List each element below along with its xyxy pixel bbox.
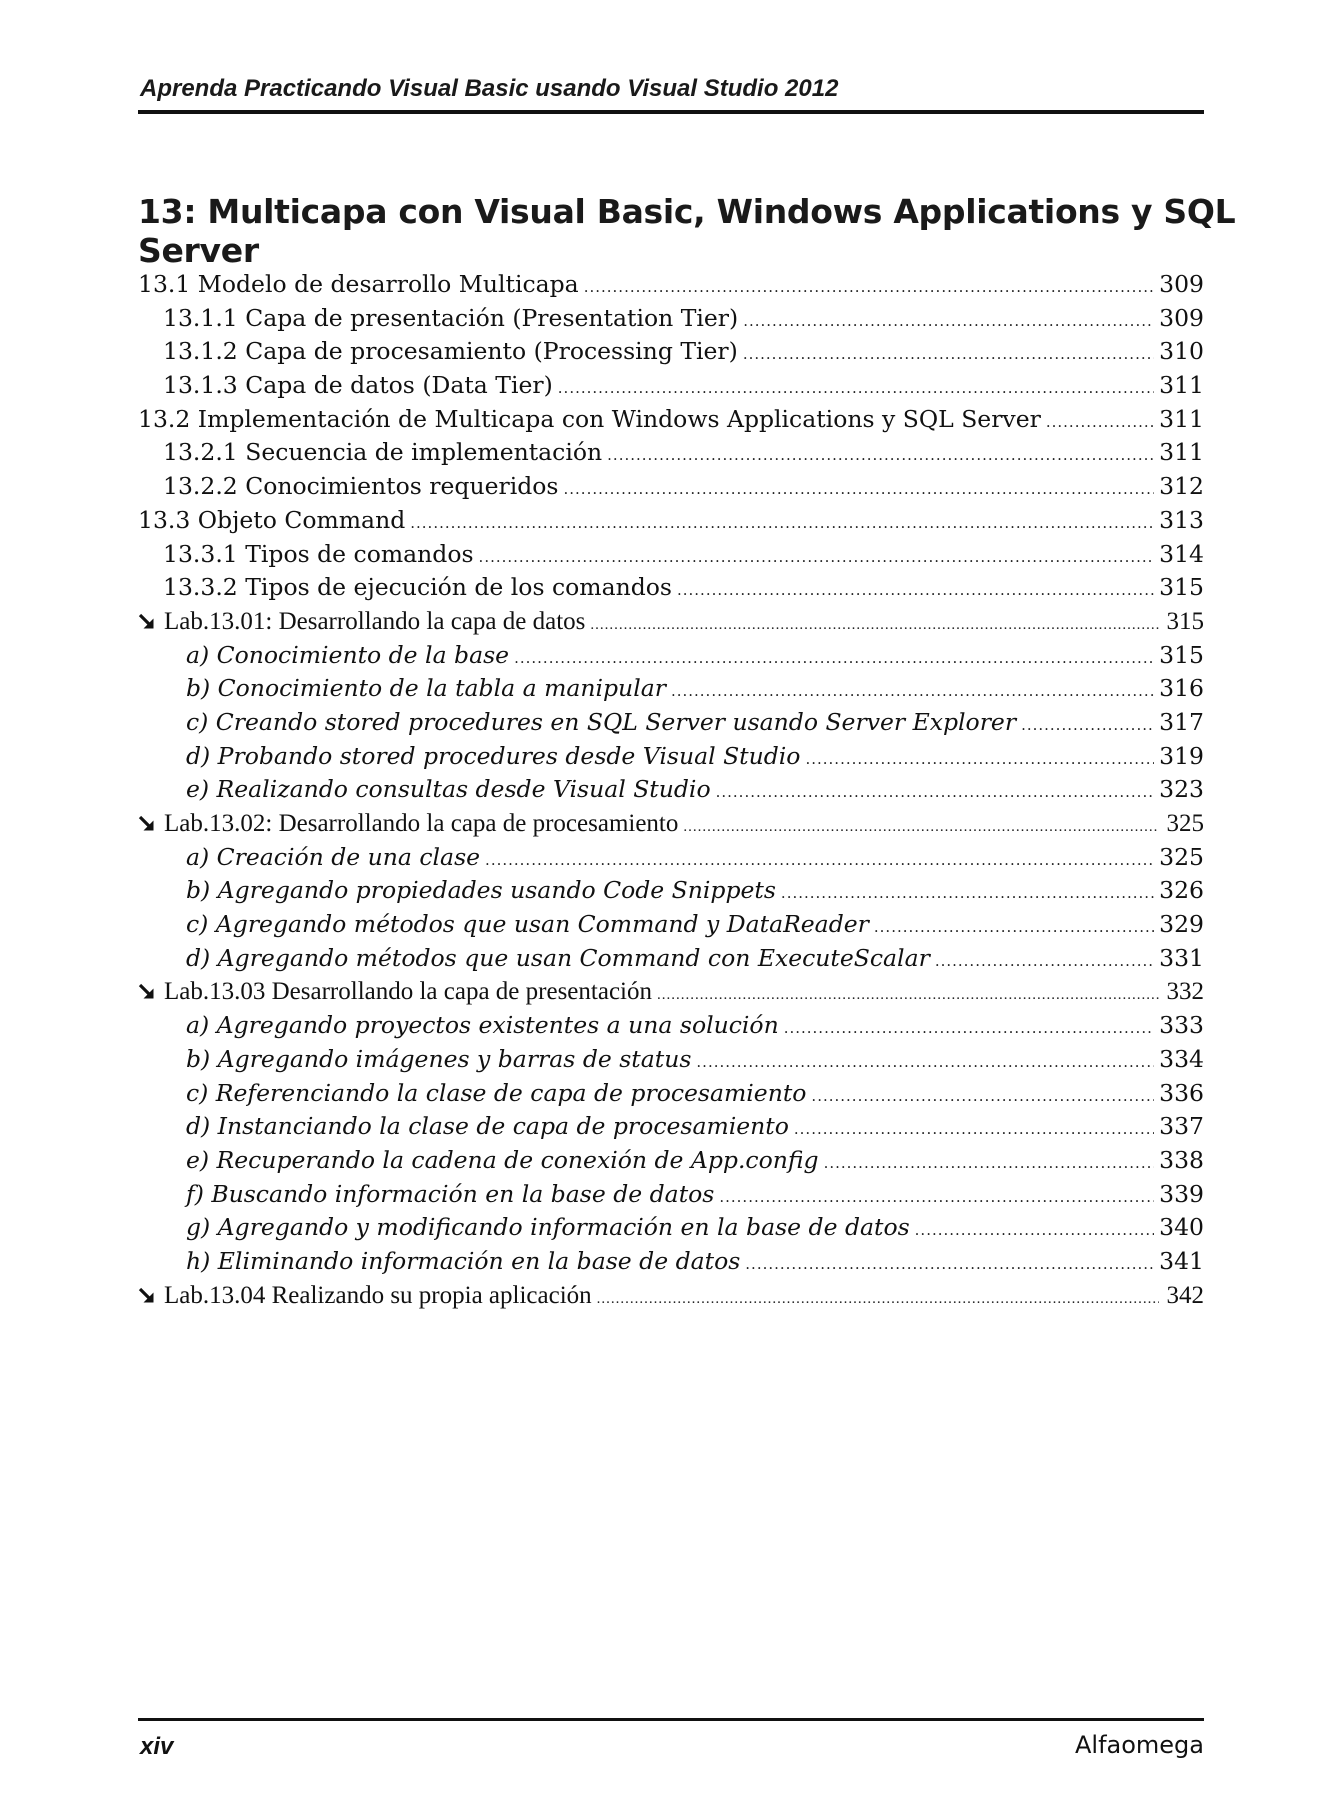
toc-entry-text: c) Creando stored procedures en SQL Server usando Server Explorer [186, 707, 1017, 736]
toc-entry-text: Lab.13.04 Realizando su propia aplicación [164, 1281, 592, 1309]
toc-entry-text: 13.3.2 Tipos de ejecución de los comandos [163, 573, 672, 602]
toc-page-number: 314 [1159, 539, 1204, 568]
toc-entry-text: b) Agregando imágenes y barras de status [186, 1044, 692, 1073]
leader-dots [915, 1223, 1154, 1238]
toc-entry [138, 740, 1204, 774]
running-header: Aprenda Practicando Visual Basic usando Visual Studio 2012 [140, 75, 839, 102]
toc-page-number: 316 [1159, 674, 1204, 703]
toc-entry-text: Lab.13.03 Desarrollando la capa de presentación [164, 978, 652, 1006]
toc-entry-text: a) Conocimiento de la base [186, 640, 510, 669]
toc-entry-text: 13.2.2 Conocimientos requeridos [163, 472, 559, 501]
toc-entry-text: a) Creación de una clase [186, 842, 481, 871]
header-rule [138, 110, 1204, 114]
toc-entry [138, 470, 1204, 504]
toc-entry [138, 672, 1204, 706]
toc-lab-entry [138, 605, 1204, 639]
toc-entry-text: h) Eliminando información en la base de datos [186, 1246, 741, 1275]
toc-page-number: 315 [1159, 573, 1204, 602]
toc-page-number: 337 [1159, 1112, 1204, 1141]
toc-entry-text: a) Agregando proyectos existentes a una solución [186, 1011, 779, 1040]
arrow-down-right-icon [138, 815, 164, 833]
leader-dots [781, 886, 1154, 901]
toc-entry-text: 13.1.3 Capa de datos (Data Tier) [163, 371, 553, 400]
toc-entry-text: g) Agregando y modificando información en la base de datos [186, 1213, 910, 1242]
leader-dots [874, 920, 1154, 935]
toc-entry [138, 874, 1204, 908]
leader-dots [745, 1257, 1154, 1272]
toc-entry [138, 538, 1204, 572]
leader-dots [743, 314, 1154, 329]
toc-page-number: 325 [1159, 842, 1204, 871]
toc-page-number: 338 [1159, 1145, 1204, 1174]
leader-dots [485, 853, 1154, 868]
toc-entry [138, 706, 1204, 740]
toc-entry-text: b) Conocimiento de la tabla a manipular [186, 674, 666, 703]
toc-entry-text: c) Agregando métodos que usan Command y DataReader [186, 910, 869, 939]
toc-entry-text: 13.3.1 Tipos de comandos [163, 539, 474, 568]
arrow-down-right-icon [138, 1287, 164, 1305]
toc-entry [138, 1245, 1204, 1279]
toc-entry [138, 1043, 1204, 1077]
leader-dots [410, 516, 1154, 531]
toc-entry [138, 504, 1204, 538]
leader-dots [696, 1055, 1154, 1070]
leader-dots [743, 347, 1154, 362]
footer-rule [138, 1718, 1204, 1721]
table-of-contents [138, 268, 1204, 1312]
leader-dots [590, 618, 1159, 633]
toc-entry-text: 13.1.2 Capa de procesamiento (Processing Tier) [163, 337, 738, 366]
toc-entry [138, 1144, 1204, 1178]
leader-dots [671, 684, 1154, 699]
leader-dots [824, 1156, 1155, 1171]
toc-entry-text: 13.1 Modelo de desarrollo Multicapa [138, 270, 579, 298]
toc-entry-text: f) Buscando información en la base de datos [186, 1179, 715, 1208]
toc-page-number: 313 [1159, 505, 1204, 534]
toc-page-number: 315 [1159, 640, 1204, 669]
toc-lab-entry [138, 1279, 1204, 1313]
toc-page-number: 340 [1159, 1213, 1204, 1242]
toc-entry-text: d) Probando stored procedures desde Visual Studio [186, 741, 801, 770]
toc-page-number: 332 [1166, 978, 1204, 1006]
toc-entry-text: e) Recuperando la cadena de conexión de App.config [186, 1145, 819, 1174]
leader-dots [935, 954, 1154, 969]
leader-dots [784, 1021, 1154, 1036]
leader-dots [1021, 718, 1154, 733]
toc-entry [138, 1178, 1204, 1212]
toc-entry-text: 13.3 Objeto Command [138, 505, 406, 534]
leader-dots [479, 550, 1155, 565]
leader-dots [514, 651, 1154, 666]
leader-dots [716, 785, 1155, 800]
leader-dots [805, 752, 1154, 767]
toc-entry [138, 1110, 1204, 1144]
toc-entry-text: Lab.13.01: Desarrollando la capa de datos [164, 607, 586, 635]
toc-entry [138, 436, 1204, 470]
toc-entry [138, 942, 1204, 976]
arrow-down-right-icon [138, 983, 164, 1001]
arrow-down-right-icon [138, 613, 164, 631]
leader-dots [607, 448, 1154, 463]
toc-entry [138, 639, 1204, 673]
toc-entry-text: e) Realizando consultas desde Visual Studio [186, 775, 711, 804]
toc-entry-text: d) Instanciando la clase de capa de procesamiento [186, 1112, 789, 1141]
toc-entry-text: d) Agregando métodos que usan Command con ExecuteScalar [186, 943, 930, 972]
toc-entry [138, 773, 1204, 807]
leader-dots [564, 482, 1155, 497]
toc-entry-text: 13.1.1 Capa de presentación (Presentation Tier) [163, 303, 739, 332]
chapter-title: 13: Multicapa con Visual Basic, Windows Applications y SQL Server [138, 192, 1236, 270]
toc-entry [138, 302, 1204, 336]
toc-entry [138, 1077, 1204, 1111]
toc-page-number: 311 [1159, 371, 1204, 400]
leader-dots [683, 820, 1159, 835]
toc-page-number: 326 [1159, 876, 1204, 905]
leader-dots [1046, 415, 1154, 430]
toc-page-number: 333 [1159, 1011, 1204, 1040]
toc-page-number: 341 [1159, 1246, 1204, 1275]
toc-entry [138, 1211, 1204, 1245]
toc-entry [138, 1009, 1204, 1043]
toc-page-number: 329 [1159, 910, 1204, 939]
leader-dots [794, 1122, 1154, 1137]
toc-page-number: 339 [1159, 1179, 1204, 1208]
leader-dots [677, 583, 1154, 598]
toc-page-number: 315 [1166, 607, 1204, 635]
toc-page-number: 334 [1159, 1044, 1204, 1073]
toc-page-number: 312 [1159, 472, 1204, 501]
toc-page-number: 317 [1159, 707, 1204, 736]
toc-entry-text: b) Agregando propiedades usando Code Snippets [186, 876, 776, 905]
leader-dots [719, 1190, 1154, 1205]
toc-lab-entry [138, 807, 1204, 841]
toc-page-number: 311 [1159, 438, 1204, 467]
leader-dots [558, 381, 1154, 396]
toc-page-number: 336 [1159, 1078, 1204, 1107]
toc-page-number: 323 [1159, 775, 1204, 804]
leader-dots [597, 1292, 1159, 1307]
toc-lab-entry [138, 975, 1204, 1009]
toc-page-number: 342 [1166, 1281, 1204, 1309]
toc-entry [138, 403, 1204, 437]
toc-entry [138, 369, 1204, 403]
toc-page-number: 325 [1166, 810, 1204, 837]
toc-page-number: 319 [1159, 741, 1204, 770]
toc-page-number: 310 [1159, 337, 1204, 366]
toc-entry-text: 13.2 Implementación de Multicapa con Windows Applications y SQL Server [138, 404, 1041, 433]
leader-dots [657, 988, 1159, 1003]
toc-page-number: 311 [1159, 404, 1204, 433]
toc-entry [138, 908, 1204, 942]
toc-page-number: 309 [1159, 270, 1204, 298]
toc-entry [138, 335, 1204, 369]
page-number-label: xiv [140, 1733, 174, 1760]
toc-entry [138, 571, 1204, 605]
leader-dots [811, 1089, 1154, 1104]
leader-dots [584, 280, 1154, 295]
toc-entry [138, 841, 1204, 875]
toc-page-number: 309 [1159, 303, 1204, 332]
toc-entry-text: 13.2.1 Secuencia de implementación [163, 438, 603, 467]
toc-entry [138, 268, 1204, 302]
toc-page-number: 331 [1159, 943, 1204, 972]
toc-entry-text: Lab.13.02: Desarrollando la capa de procesamiento [164, 810, 679, 837]
publisher-name: Alfaomega [1074, 1731, 1204, 1759]
toc-entry-text: c) Referenciando la clase de capa de procesamiento [186, 1078, 807, 1107]
